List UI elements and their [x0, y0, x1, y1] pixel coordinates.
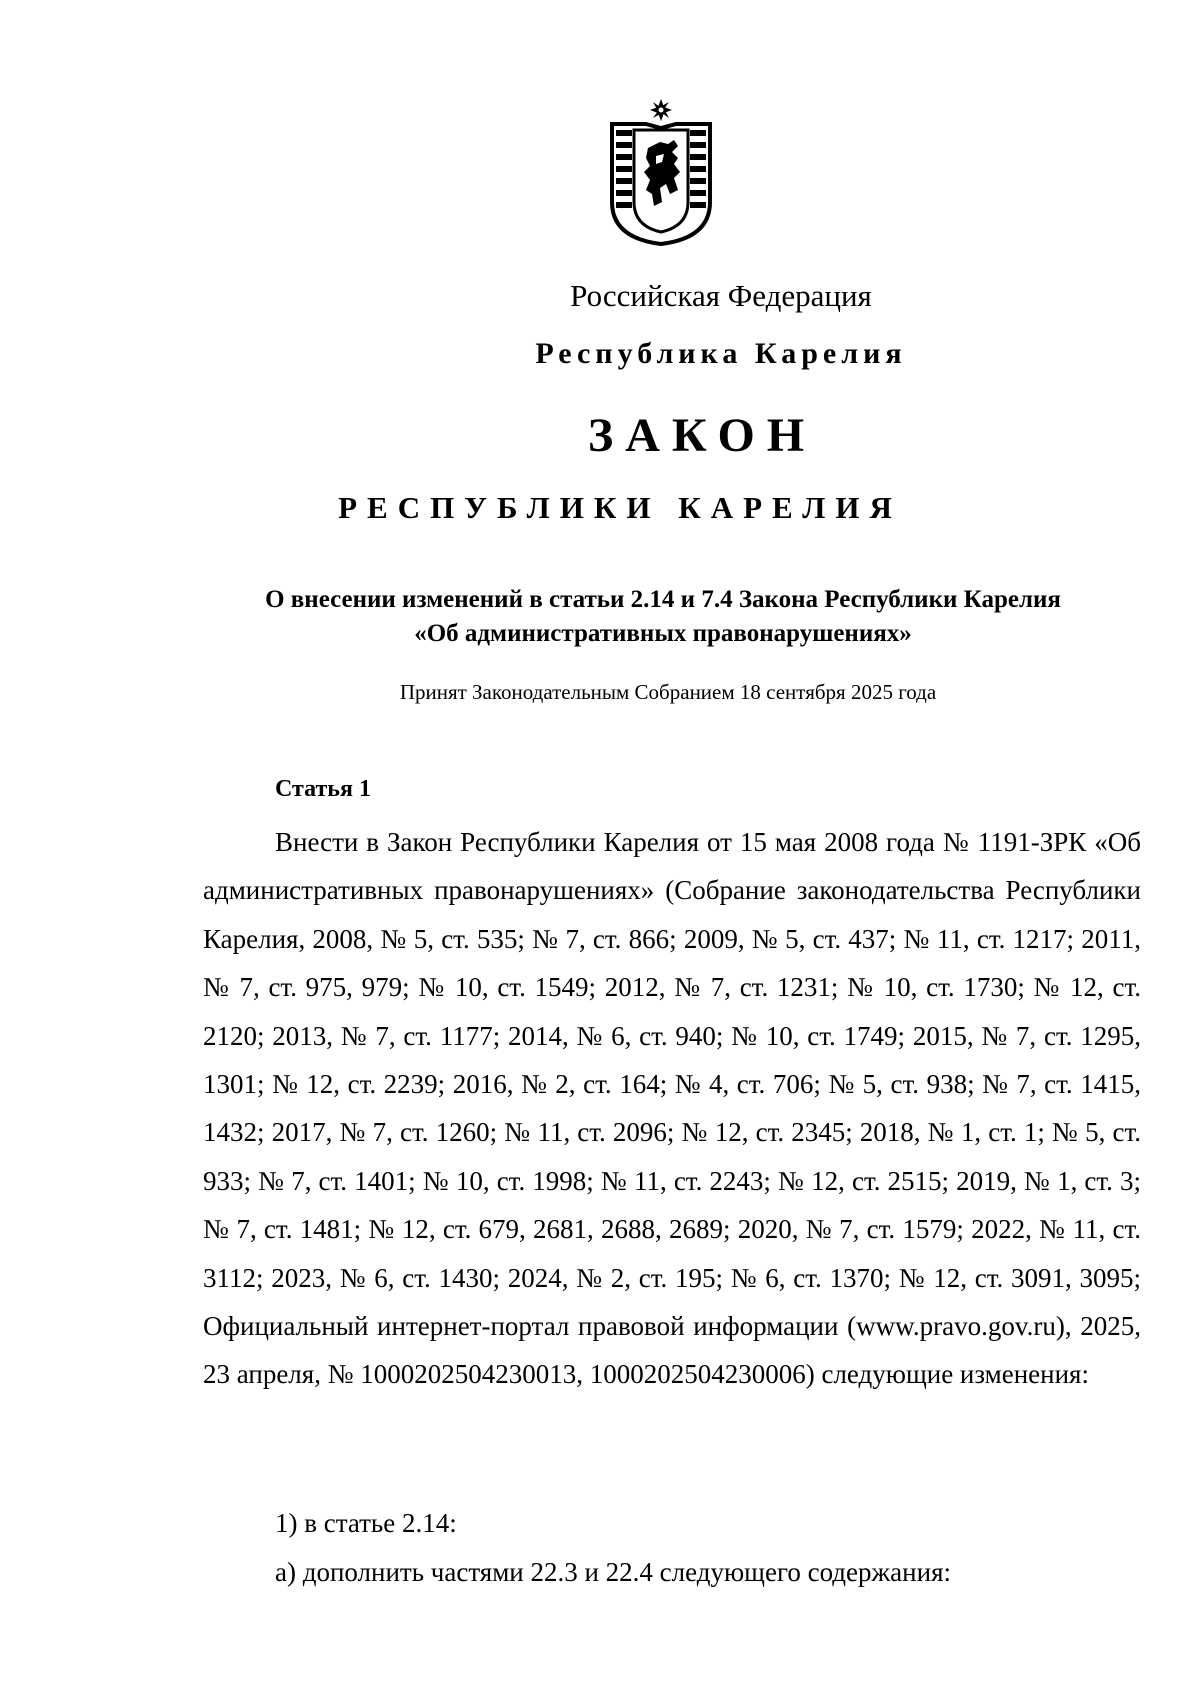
article-1-item-a: а) дополнить частями 22.3 и 22.4 следующего содержания:: [275, 1557, 951, 1587]
law-title: ЗАКОН: [587, 409, 817, 462]
document-heading-line-2: «Об административных правонарушениях»: [414, 620, 912, 647]
document-heading-line-1: О внесении изменений в статьи 2.14 и 7.4 Закона Республики Карелия: [265, 586, 1061, 613]
document-heading: [63, 583, 1200, 651]
article-1-item-1: 1) в статье 2.14:: [275, 1508, 457, 1538]
article-1-label: Статья 1: [275, 776, 371, 802]
adoption-date-line: Принят Законодательным Собранием 18 сентября 2025 года: [399, 680, 937, 704]
republic-name: Республика Карелия: [535, 337, 907, 370]
article-1-body: Внести в Закон Республики Карелия от 15 мая 2008 года № 1191-ЗРК «Об административных правонарушениях» (Собрание законодательства Республики Карелия, 2008, № 5, ст. 535; № 7, ст. 866; 2009, № 5, ст. 437; № 11, ст. 1217; 2011, № 7, ст. 975, 979; № 10, ст. 1549; 2012, № 7, ст. 1231; № 10, ст. 1730; № 12, ст. 2120; 2013, № 7, ст. 1177; 2014, № 6, ст. 940; № 10, ст. 1749; 2015, № 7, ст. 1295, 1301; № 12, ст. 2239; 2016, № 2, ст. 164; № 4, ст. 706; № 5, ст. 938; № 7, ст. 1415, 1432; 2017, № 7, ст. 1260; № 11, ст. 2096; № 12, ст. 2345; 2018, № 1, ст. 1; № 5, ст. 933; № 7, ст. 1401; № 10, ст. 1998; № 11, ст. 2243; № 12, ст. 2515; 2019, № 1, ст. 3; № 7, ст. 1481; № 12, ст. 679, 2681, 2688, 2689; 2020, № 7, ст. 1579; 2022, № 11, ст. 3112; 2023, № 6, ст. 1430; 2024, № 2, ст. 195; № 6, ст. 1370; № 12, ст. 3091, 3095; Официальный интернет-портал правовой информации (www.pravo.gov.ru), 2025, 23 апреля, № 1000202504230013, 1000202504230006) следующие изменения:: [203, 827, 1141, 1390]
law-subtitle: РЕСПУБЛИКИ КАРЕЛИЯ: [338, 490, 902, 525]
country-name: Российская Федерация: [570, 278, 872, 313]
karelia-coat-of-arms-icon: [608, 98, 714, 246]
